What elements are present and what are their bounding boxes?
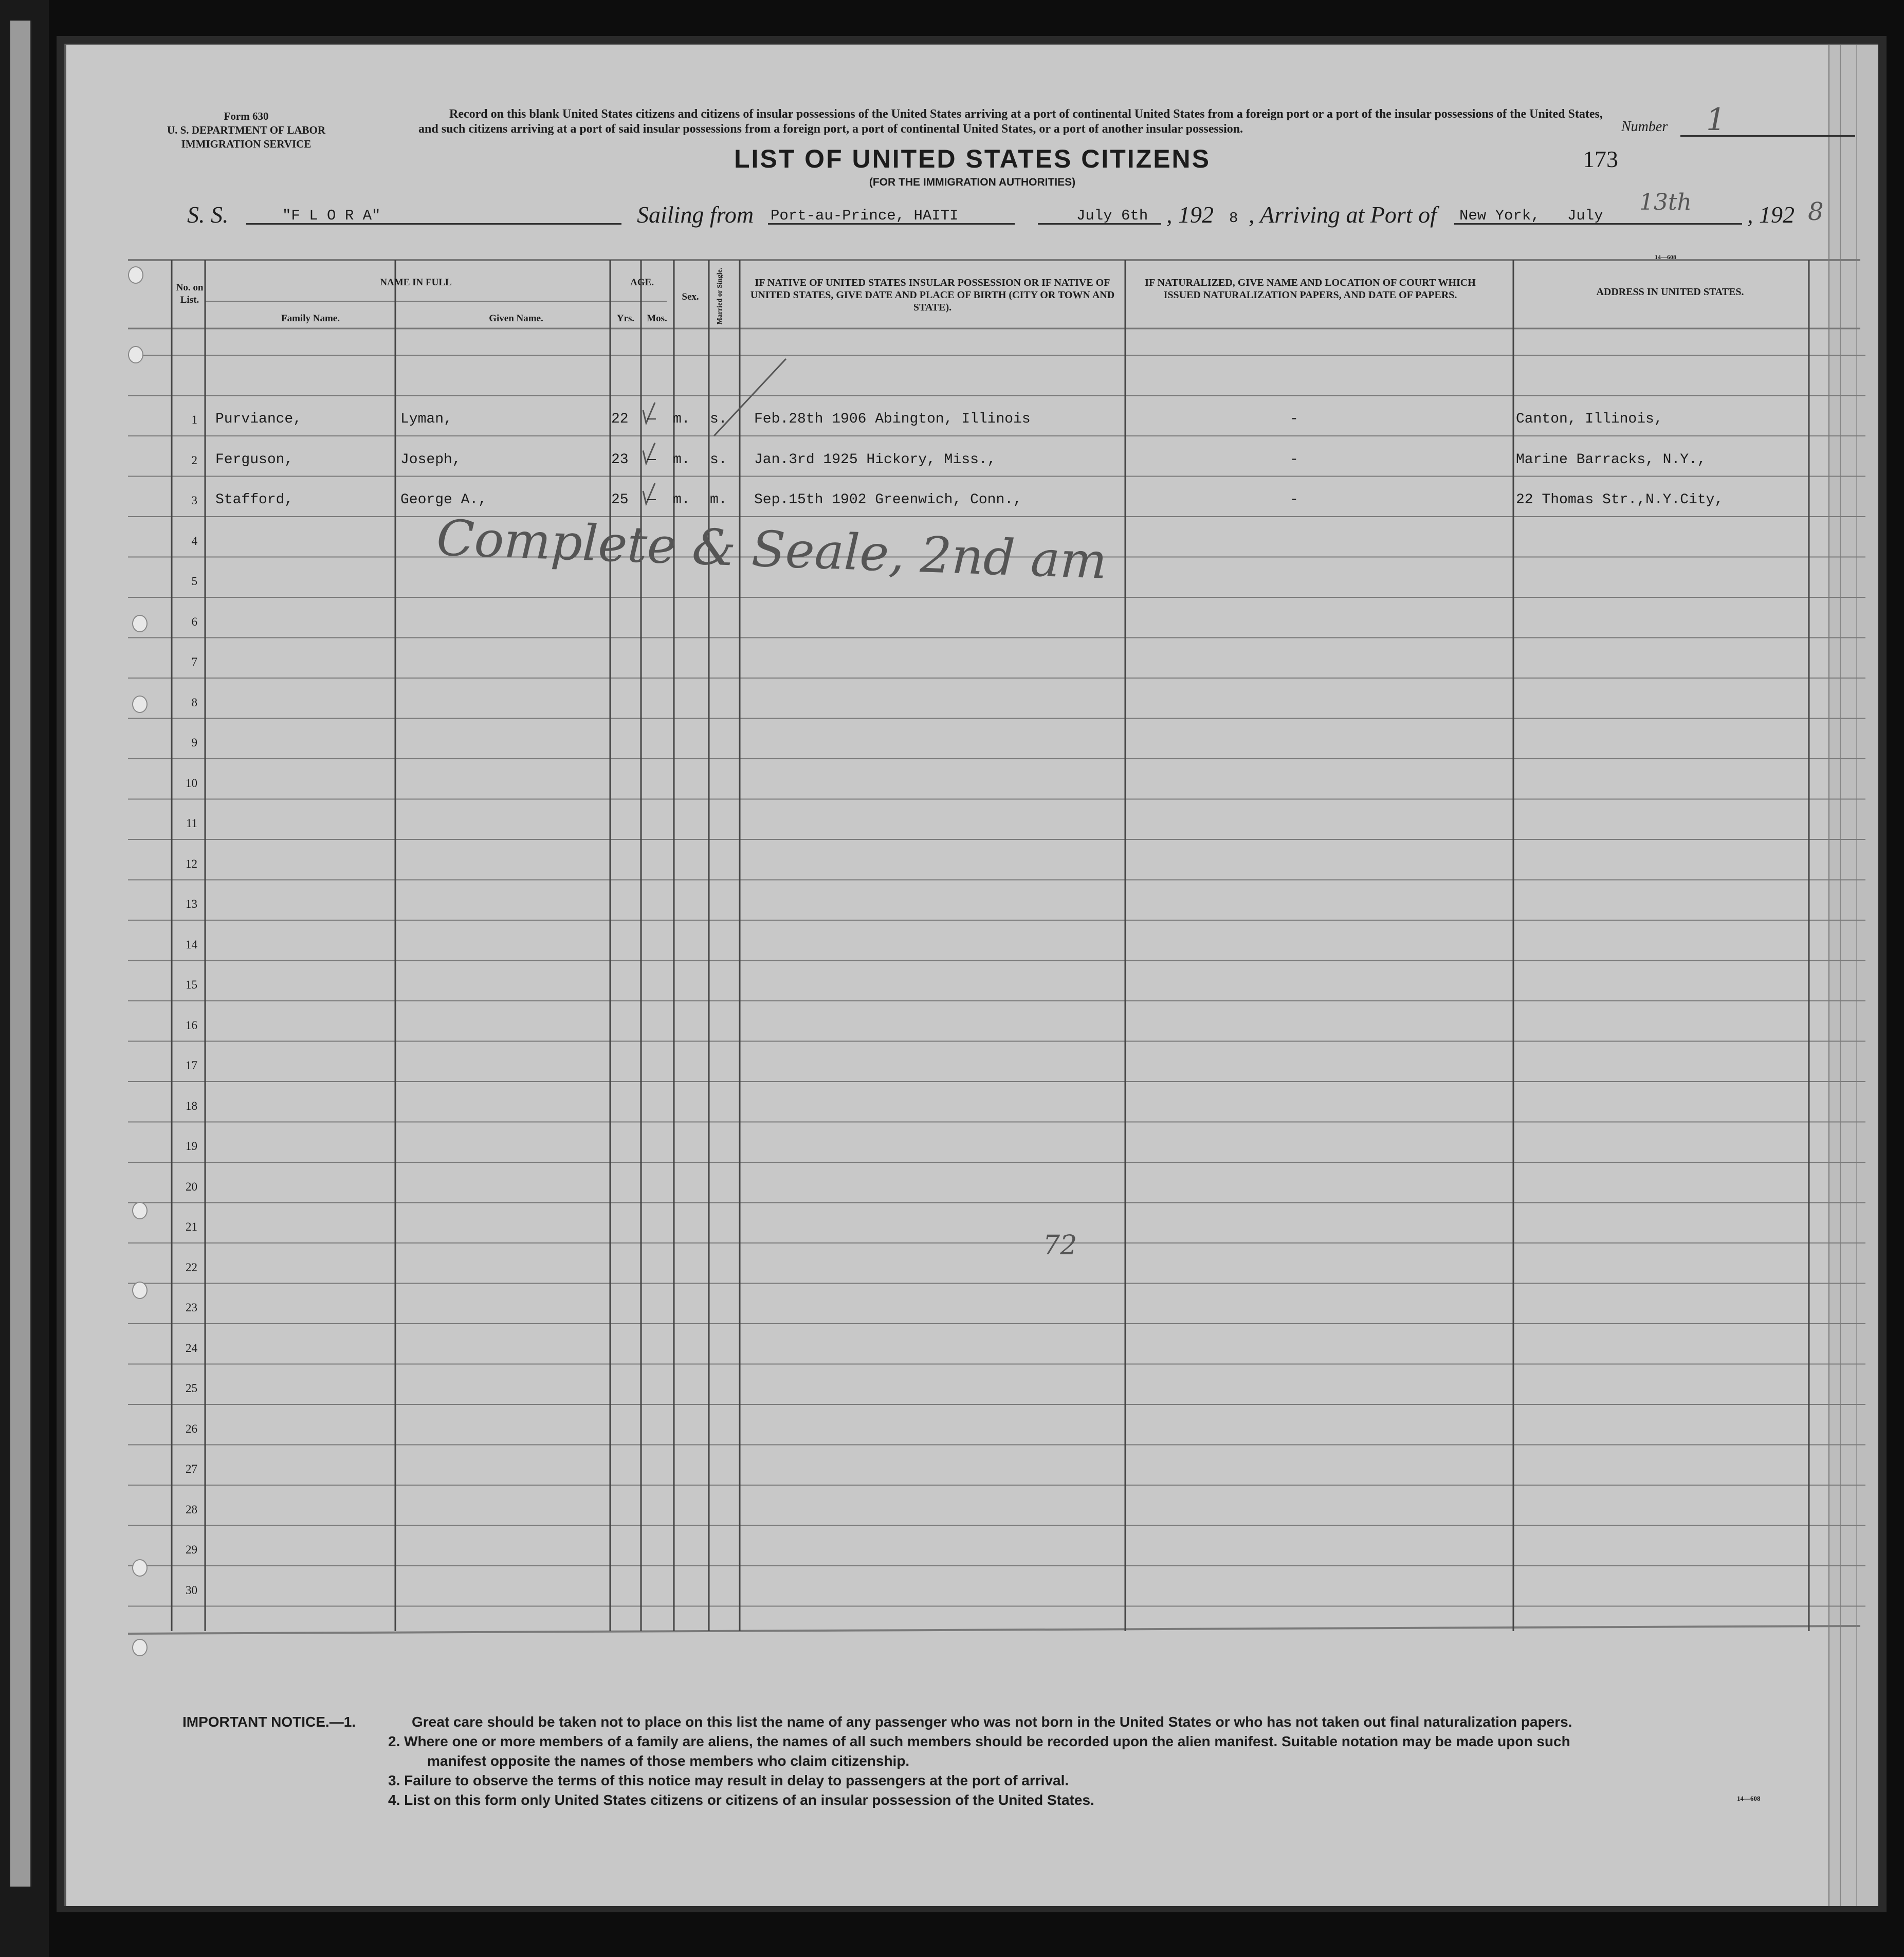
- binder-hole: [132, 1559, 148, 1577]
- sex-cell: m.: [673, 451, 690, 468]
- row-number: 1: [191, 413, 197, 426]
- row-number: 15: [186, 978, 197, 991]
- page-subtitle: (FOR THE IMMIGRATION AUTHORITIES): [869, 176, 1076, 188]
- row-number: 20: [186, 1180, 197, 1193]
- birth-date-place-cell: Feb.28th 1906 Abington, Illinois: [754, 411, 1031, 427]
- arriving-label: , Arriving at Port of: [1249, 202, 1437, 228]
- row-number: 24: [186, 1341, 197, 1355]
- department: U. S. DEPARTMENT OF LABOR: [167, 124, 326, 136]
- age-months-cell: —: [647, 492, 656, 508]
- given-name-cell: Lyman,: [400, 411, 452, 427]
- handwritten-note: Complete & Seale, 2nd am: [435, 509, 1108, 590]
- row-number: 8: [191, 696, 197, 709]
- family-name-cell: Ferguson,: [215, 451, 294, 468]
- birth-date-place-cell: Jan.3rd 1925 Hickory, Miss.,: [754, 451, 996, 468]
- row-number: 13: [186, 898, 197, 910]
- naturalization-cell: -: [1290, 492, 1298, 508]
- handwritten-mark: 72: [1043, 1230, 1077, 1261]
- row-number: 19: [186, 1140, 197, 1153]
- sailing-date: July 6th: [1076, 207, 1148, 224]
- arriving-month: July: [1567, 207, 1603, 224]
- header-address: ADDRESS IN UNITED STATES.: [1596, 286, 1744, 298]
- number-label: Number: [1621, 119, 1668, 135]
- age-months-cell: —: [647, 451, 656, 468]
- header-naturalized: IF NATURALIZED, GIVE NAME AND LOCATION OF COURT WHICH ISSUED NATURALIZATION PAPERS, AND DATE OF PAPERS.: [1145, 277, 1476, 301]
- row-number: 9: [191, 736, 197, 749]
- row-number: 23: [186, 1301, 197, 1314]
- row-number: 28: [186, 1503, 197, 1516]
- row-number: 3: [191, 494, 197, 507]
- address-cell: Canton, Illinois,: [1516, 411, 1663, 427]
- given-name-cell: George A.,: [400, 492, 487, 508]
- notice-item-4: 4. List on this form only United States citizens or citizens of an insular possession of the United States.: [388, 1792, 1094, 1808]
- header-age: AGE.: [630, 277, 654, 288]
- notice-item-3: 3. Failure to observe the terms of this notice may result in delay to passengers at the port of arrival.: [388, 1772, 1069, 1788]
- header-birth: IF NATIVE OF UNITED STATES INSULAR POSSESSION OR IF NATIVE OF UNITED STATES, GIVE DATE AND PLACE OF BIRTH (CITY OR TOWN AND STATE).: [750, 277, 1115, 313]
- row-number: 7: [191, 655, 197, 668]
- row-number: 12: [186, 857, 197, 870]
- left-edge-strip: [0, 0, 49, 1957]
- ship-name: "F L O R A": [282, 207, 381, 224]
- row-number: 2: [191, 453, 197, 467]
- row-number: 25: [186, 1382, 197, 1395]
- printer-code-top: 14—608: [1655, 253, 1676, 261]
- binder-hole: [132, 615, 148, 632]
- arriving-port: New York,: [1459, 207, 1540, 224]
- row-number: 17: [186, 1059, 197, 1072]
- address-cell: 22 Thomas Str.,N.Y.City,: [1516, 492, 1724, 508]
- page-title: LIST OF UNITED STATES CITIZENS: [734, 144, 1211, 173]
- marital-status-cell: m.: [710, 492, 727, 508]
- year-prefix: , 192: [1166, 202, 1214, 228]
- binder-hole: [132, 1202, 148, 1219]
- row-number: 29: [186, 1543, 197, 1556]
- row-number: 5: [191, 575, 197, 588]
- binder-hole: [132, 1639, 148, 1656]
- sex-cell: m.: [673, 492, 690, 508]
- header-married: Married or Single.: [716, 267, 724, 325]
- binder-hole: [132, 1282, 148, 1299]
- notice-label: IMPORTANT NOTICE.—1.: [182, 1714, 356, 1730]
- header-name-in-full: NAME IN FULL: [380, 277, 452, 288]
- marital-status-cell: s.: [710, 411, 727, 427]
- number-value: 1: [1706, 102, 1726, 138]
- row-number: 6: [191, 615, 197, 628]
- sailing-label: Sailing from: [637, 202, 754, 228]
- ss-label: S. S.: [187, 202, 229, 228]
- table-bottom-rule: [128, 1626, 1860, 1634]
- row-number: 26: [186, 1422, 197, 1435]
- age-years-cell: 25: [611, 492, 629, 508]
- row-number: 27: [186, 1462, 197, 1475]
- header-family-name: Family Name.: [281, 313, 340, 324]
- header-mos: Mos.: [647, 313, 667, 324]
- notice-item-2-cont: manifest opposite the names of those members who claim citizenship.: [427, 1753, 910, 1769]
- age-months-cell: —: [647, 411, 656, 427]
- family-name-cell: Stafford,: [215, 492, 294, 508]
- notice-item-2: 2. Where one or more members of a family are aliens, the names of all such members should be recorded upon the alien manifest. Suitable notation may be made upon such: [388, 1733, 1570, 1749]
- binder-hole: [132, 696, 148, 713]
- row-number: 18: [186, 1099, 197, 1112]
- row-number: 16: [186, 1018, 197, 1032]
- row-number: 11: [186, 817, 197, 830]
- birth-date-place-cell: Sep.15th 1902 Greenwich, Conn.,: [754, 492, 1022, 508]
- marital-status-cell: s.: [710, 451, 727, 468]
- notice-item-1: Great care should be taken not to place on this list the name of any passenger who was not born in the United States or who has not taken out final naturalization papers.: [412, 1714, 1572, 1730]
- naturalization-cell: -: [1290, 451, 1298, 468]
- row-number: 14: [186, 938, 197, 951]
- page-number: 173: [1583, 146, 1618, 172]
- form-number: Form 630: [224, 110, 269, 122]
- sex-cell: m.: [673, 411, 690, 427]
- row-number: 21: [186, 1220, 197, 1233]
- header-sex: Sex.: [682, 291, 699, 302]
- header-given-name: Given Name.: [489, 313, 543, 324]
- arriving-day: 13th: [1639, 189, 1692, 215]
- family-name-cell: Purviance,: [215, 411, 302, 427]
- row-number: 4: [191, 534, 197, 547]
- arriving-year-prefix: , 192: [1747, 202, 1795, 228]
- age-years-cell: 23: [611, 451, 629, 468]
- record-instructions: Record on this blank United States citizens and citizens of insular possessions of the United States arriving at a port of continental United States from a foreign port or a port of the insular possessions of the United States, and such citizens arriving at a port of said insular possessions from a foreign port, a port of continental United States, or a port of another insular possession.: [418, 107, 1603, 136]
- manifest-sheet: [64, 44, 1878, 1906]
- row-number: 22: [186, 1260, 197, 1274]
- sailing-port: Port-au-Prince, HAITI: [771, 207, 959, 224]
- row-number: 10: [186, 776, 197, 790]
- header-yrs: Yrs.: [616, 313, 635, 324]
- arriving-year: 8: [1808, 197, 1824, 226]
- row-number: 30: [186, 1583, 197, 1597]
- service: IMMIGRATION SERVICE: [181, 138, 312, 150]
- age-years-cell: 22: [611, 411, 629, 427]
- given-name-cell: Joseph,: [400, 451, 461, 468]
- binder-hole: [128, 346, 143, 363]
- notice-code: 14—608: [1737, 1795, 1761, 1802]
- address-cell: Marine Barracks, N.Y.,: [1516, 451, 1706, 468]
- binder-hole: [128, 266, 143, 284]
- naturalization-cell: -: [1290, 411, 1298, 427]
- sailing-year: 8: [1229, 210, 1238, 227]
- header-no: No. on List.: [176, 282, 204, 305]
